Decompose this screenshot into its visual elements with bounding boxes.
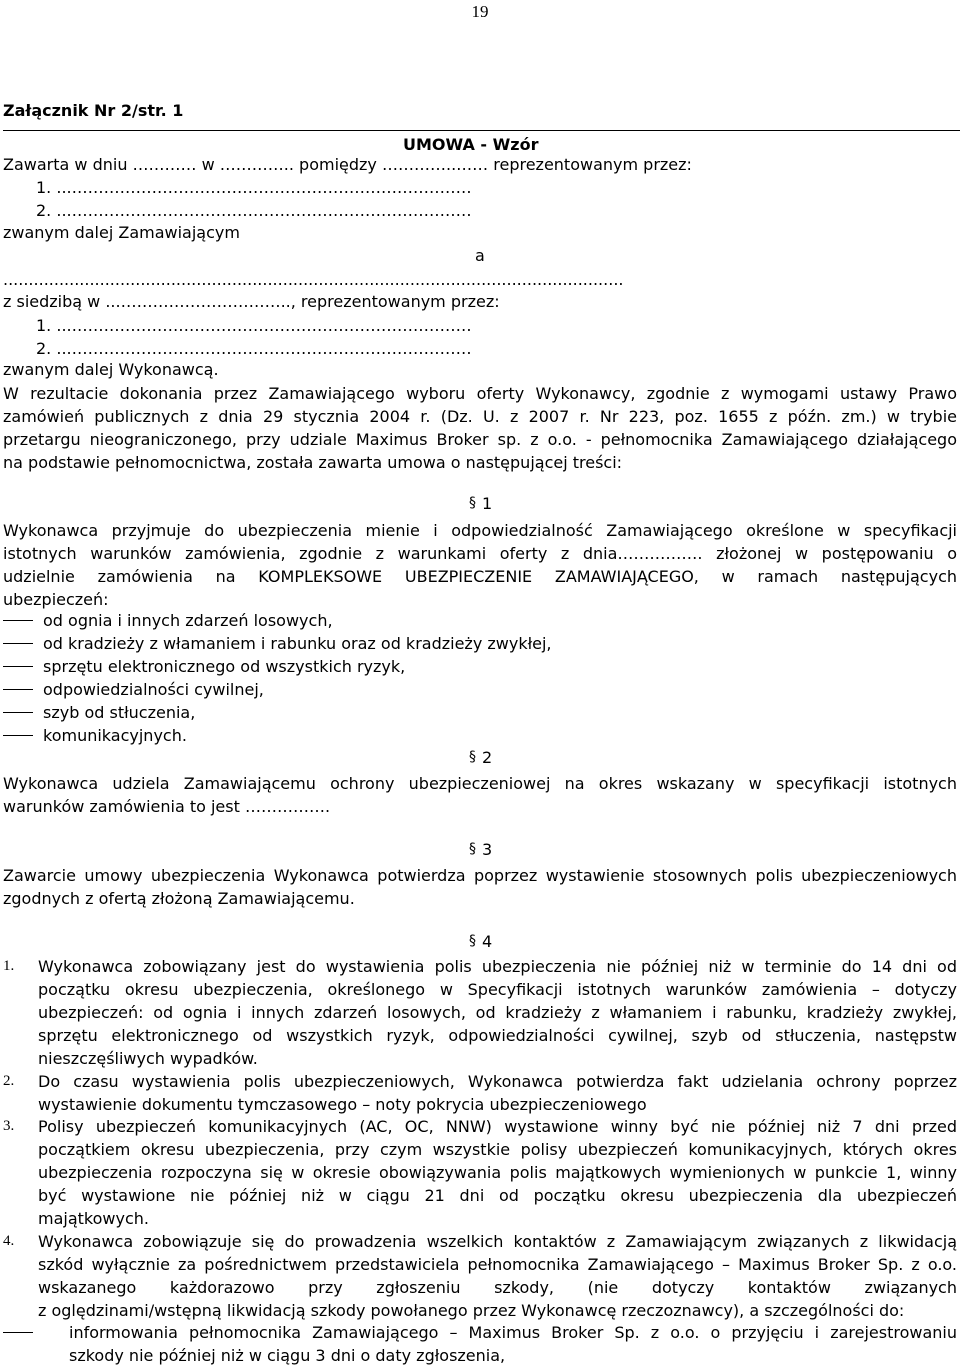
employer-called: zwanym dalej Zamawiającym xyxy=(3,223,240,242)
and-connector: a xyxy=(475,246,485,265)
employer-rep-1: 1. ...………………………………………………………………… xyxy=(36,178,472,197)
section-1-line: istotnych warunków zamówienia, zgodnie z warunkami oferty z dnia……………. złożonej w postępowaniu o xyxy=(3,544,957,563)
point-4-subitem: informowania pełnomocnika Zamawiającego – Maximus Broker Sp. z o.o. o przyjęciu i zarejestrowaniu szkody nie później niż w ciągu 3 dni o daty zgłoszenia, xyxy=(69,1323,957,1365)
section-1-text xyxy=(3,519,957,611)
list-item xyxy=(3,1323,43,1343)
section-2-heading: § 2 xyxy=(469,748,493,767)
section-2-line: Wykonawca udziela Zamawiającemu ochrony ubezpieczeniowej na okres wskazany w specyfikacji istotnych xyxy=(3,774,957,793)
point-2-text: Do czasu wystawienia polis ubezpieczeniowych, Wykonawca potwierdza fakt udzielania ochrony poprzez wystawienie dokumentu tymczasowego – noty pokrycia ubezpieczeniowego xyxy=(38,1072,957,1114)
list-item: od kradzieży z włamaniem i rabunku oraz od kradzieży zwykłej, xyxy=(3,634,552,654)
section-3-text xyxy=(3,864,957,910)
section-1-line: udzielnie zamówienia na KOMPLEKSOWE UBEZPIECZENIE ZAMAWIAJĄCEGO, w ramach następujących xyxy=(3,567,957,586)
page-number: 19 xyxy=(471,2,489,21)
list-item: sprzętu elektronicznego od wszystkich ryzyk, xyxy=(3,657,405,677)
preamble-line: W rezultacie dokonania przez Zamawiającego wyboru oferty Wykonawcy, zgodnie z wymogami ustawy Prawo xyxy=(3,384,957,403)
preamble xyxy=(3,382,957,474)
list-item: od ognia i innych zdarzeń losowych, xyxy=(3,611,333,631)
point-number: 4. xyxy=(3,1233,15,1249)
point-1-text: Wykonawca zobowiązany jest do wystawienia polis ubezpieczenia nie później niż w terminie do 14 dni od początku okresu ubezpieczenia, określonego w Specyfikacji istotnych warunków zamówienia – dotyczy ubezpieczeń: od ognia i innych zdarzeń losowych, od kradzieży z włamaniem i rabunku, kradzieży zwykłej, sprzętu elektronicznego od wszystkich ryzyk, odpowiedzialności cywilnej, szyb od stłuczenia, następstw nieszczęśliwych wypadków. xyxy=(38,957,957,1068)
list-item: odpowiedzialności cywilnej, xyxy=(3,680,264,700)
list-item: szyb od stłuczenia, xyxy=(3,703,195,723)
contractor-name-dots: .......................................................................................................................... xyxy=(3,270,624,289)
header-rule xyxy=(3,130,960,131)
preamble-line: przetargu nieograniczonego, przy udziale Maximus Broker sp. z o.o. - pełnomocnika Zamawiającego działającego xyxy=(3,430,957,449)
section-3-heading: § 3 xyxy=(469,840,493,859)
point-number: 1. xyxy=(3,958,15,974)
attachment-label: Załącznik Nr 2/str. 1 xyxy=(3,101,184,120)
section-1-line: ubezpieczeń: xyxy=(3,590,109,609)
contractor-rep-1: 1. ...………………………………………………………………… xyxy=(36,316,472,335)
section-1-heading: § 1 xyxy=(469,494,493,513)
preamble-line: na podstawie pełnomocnictwa, została zawarta umowa o następującej treści: xyxy=(3,453,623,472)
document-title: UMOWA - Wzór xyxy=(403,135,539,154)
point-3-text: Polisy ubezpieczeń komunikacyjnych (AC, OC, NNW) wystawione winny być nie później niż 7 dni przed początkiem okresu ubezpieczenia, przy czym wszystkie polisy ubezpieczeń komunikacyjnych, których okres ubezpieczenia rozpoczyna się w okresie obowiązywania polis majątkowych wymienionych w punkcie 1, winny być wystawione nie później niż w ciągu 21 dni od początku okresu ubezpieczenia dla ubezpieczeń majątkowych. xyxy=(38,1117,957,1228)
concluded-on-line: Zawarta w dniu ………… w ………….. pomiędzy …………..…… reprezentowanym przez: xyxy=(3,155,692,174)
point-4-text: Wykonawca zobowiązuje się do prowadzenia wszelkich kontaktów z Zamawiającym związanych z likwidacją szkód wyłącznie za pośrednictwem przedstawiciela pełnomocnika Zamawiającego – Maximus Broker Sp. z o.o. wskazanego każdorazowo przy zgłoszeniu szkody, (nie dotyczy kontaktów związanych z oględzinami/wstępną likwidacją szkody powołanego przez Wykonawcę rzeczoznawcy), a szczególności do: xyxy=(38,1232,957,1320)
preamble-line: zamówień publicznych z dnia 29 stycznia 2004 r. (Dz. U. z 2007 r. Nr 223, poz. 1655 z późn. zm.) w trybie xyxy=(3,407,957,426)
section-2-line: warunków zamówienia to jest ……………. xyxy=(3,797,331,816)
section-1-line: Wykonawca przyjmuje do ubezpieczenia mienie i odpowiedzialność Zamawiającego określone w specyfikacji xyxy=(3,521,957,540)
contractor-called: zwanym dalej Wykonawcą. xyxy=(3,360,219,379)
section-3-line: Zawarcie umowy ubezpieczenia Wykonawca potwierdza poprzez wystawienie stosownych polis ubezpieczeniowych xyxy=(3,866,957,885)
section-2-text xyxy=(3,772,957,818)
point-number: 2. xyxy=(3,1073,15,1089)
point-number: 3. xyxy=(3,1118,15,1134)
contractor-rep-2: 2. ...………………………………………………………………… xyxy=(36,339,472,358)
list-item: komunikacyjnych. xyxy=(3,726,187,746)
section-4-heading: § 4 xyxy=(469,932,493,951)
section-3-line: zgodnych z ofertą złożoną Zamawiającemu. xyxy=(3,889,355,908)
employer-rep-2: 2. ...………………………………………………………………… xyxy=(36,201,472,220)
contractor-seat-line: z siedzibą w ...………………………….., reprezentowanym przez: xyxy=(3,292,500,311)
